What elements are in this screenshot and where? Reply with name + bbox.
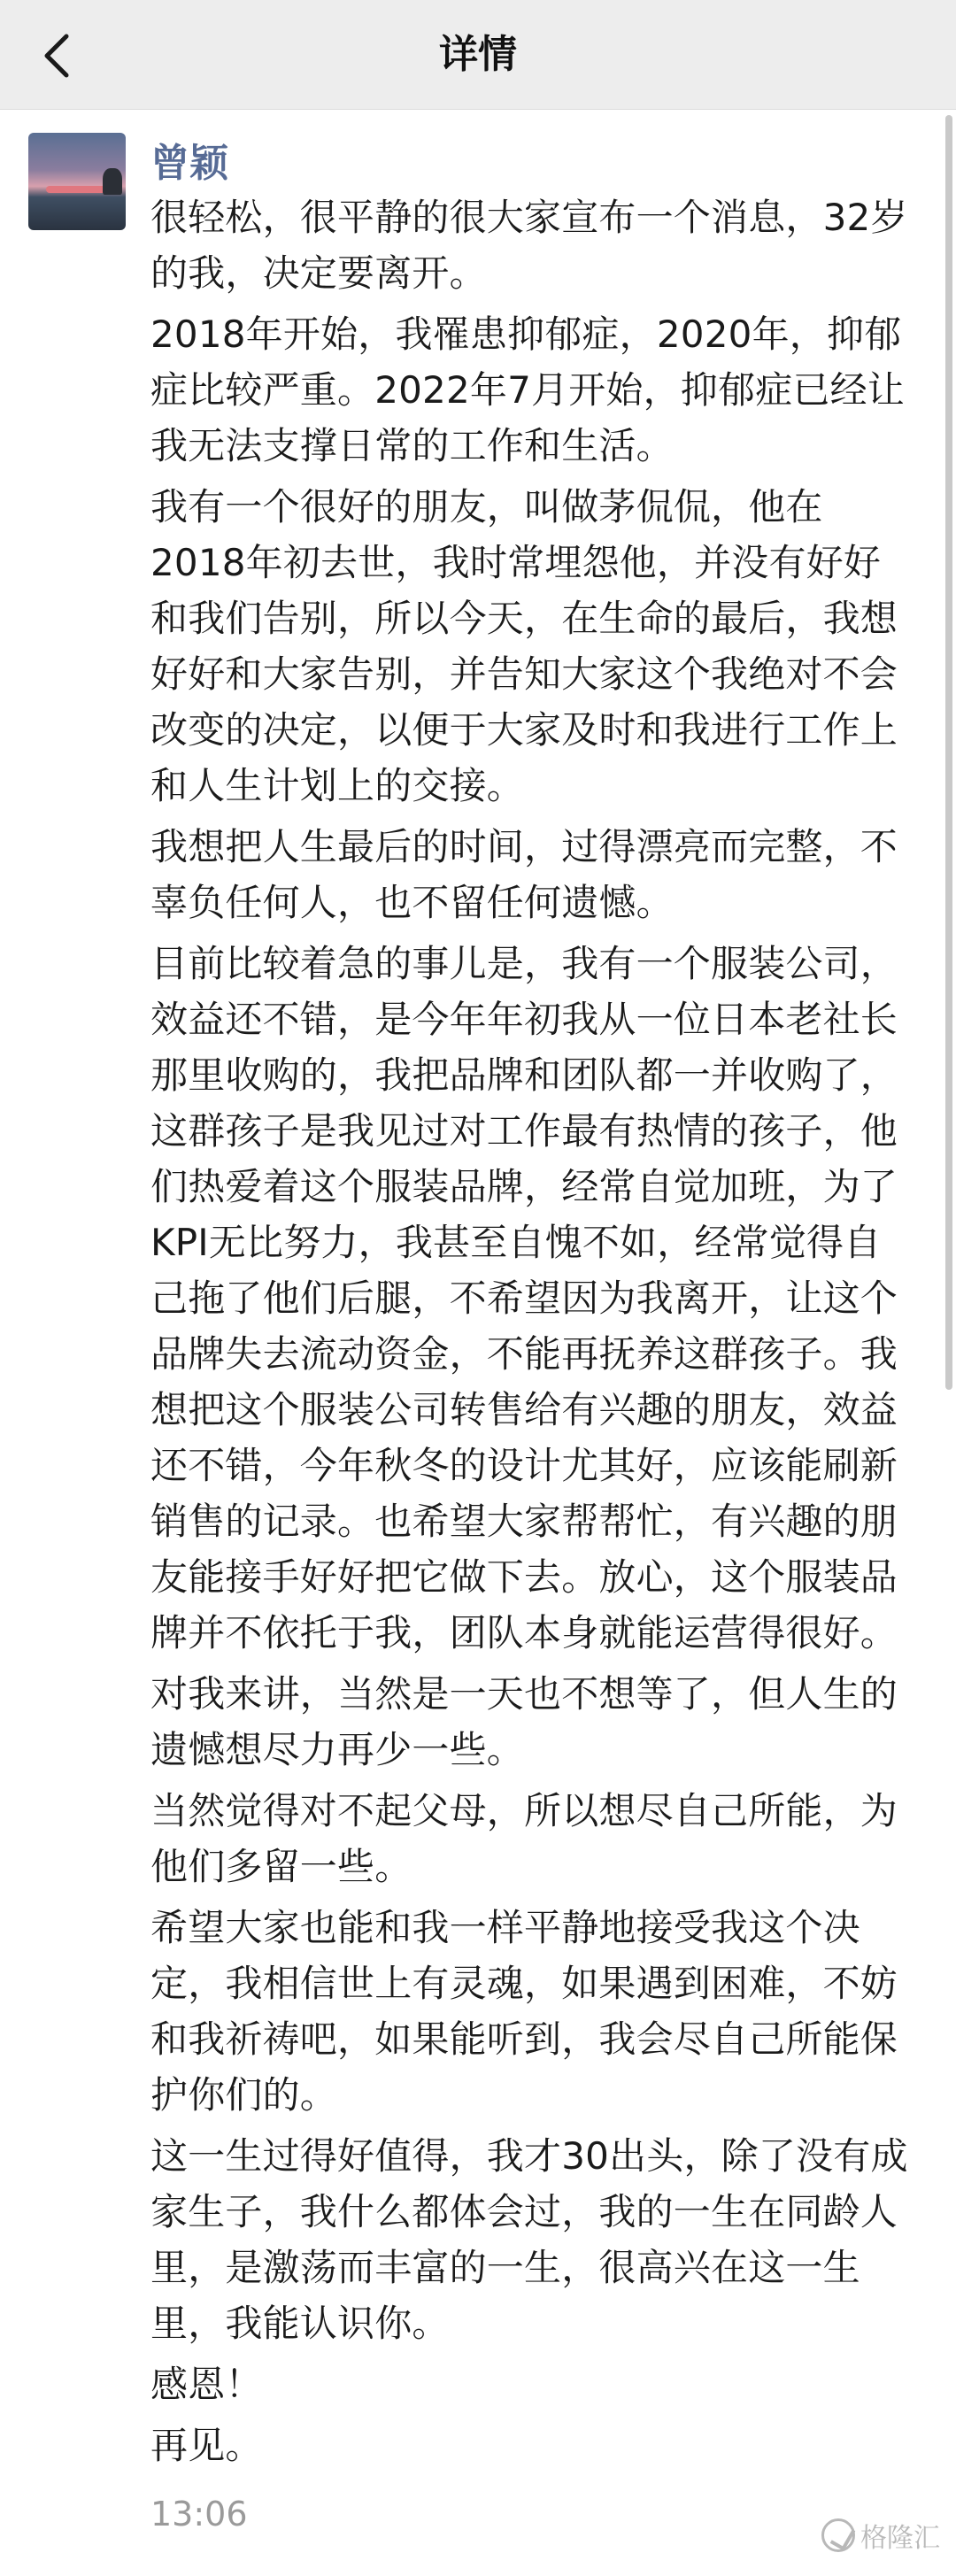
page-title: 详情 bbox=[439, 32, 517, 77]
post-paragraph: 当然觉得对不起父母，所以想尽自己所能，为他们多留一些。 bbox=[150, 1789, 898, 1888]
top-navigation-bar bbox=[0, 0, 956, 110]
avatar[interactable] bbox=[28, 133, 126, 230]
avatar-sunset-reflection bbox=[46, 186, 108, 193]
post-paragraph: 我有一个很好的朋友，叫做茅侃侃，他在2018年初去世，我时常埋怨他，并没有好好和我们告别，所以今天，在生命的最后，我想好好和大家告别，并告知大家这个我绝对不会改变的决定，以便于大家及时和我进行工作上和人生计划上的交接。 bbox=[150, 485, 898, 807]
post-paragraph: 对我来讲，当然是一天也不想等了，但人生的遗憾想尽力再少一些。 bbox=[150, 1672, 898, 1771]
post-paragraph: 这一生过得好值得，我才30出头，除了没有成家生子，我什么都体会过，我的一生在同龄人里，是激荡而丰富的一生，很高兴在这一生里，我能认识你。 bbox=[150, 2134, 908, 2345]
watermark bbox=[821, 2516, 940, 2555]
post-paragraph: 目前比较着急的事儿是，我有一个服装公司，效益还不错，是今年年初我从一位日本老社长那里收购的，我把品牌和团队都一并收购了，这群孩子是我见过对工作最有热情的孩子，他们热爱着这个服装品牌，经常自觉加班，为了KPI无比努力，我甚至自愧不如，经常觉得自己拖了他们后腿，不希望因为我离开，让这个品牌失去流动资金，不能再抚养这群孩子。我想把这个服装公司转售给有兴趣的朋友，效益还不错，今年秋冬的设计尤其好，应该能刷新销售的记录。也希望大家帮帮忙，有兴趣的朋友能接手好好把它做下去。放心，这个服装品牌并不依托于我，团队本身就能运营得很好。 bbox=[150, 942, 898, 1654]
post-paragraph: 感恩！ bbox=[150, 2363, 263, 2406]
post-paragraph: 2018年开始，我罹患抑郁症，2020年，抑郁症比较严重。2022年7月开始，抑郁症已经让我无法支撑日常的工作和生活。 bbox=[150, 312, 906, 467]
post-paragraph: 再见。 bbox=[150, 2424, 263, 2467]
post-content bbox=[150, 189, 912, 2473]
post-paragraph: 我想把人生最后的时间，过得漂亮而完整，不辜负任何人，也不留任何遗憾。 bbox=[150, 825, 898, 924]
watermark-text: 格隆汇 bbox=[860, 2523, 940, 2554]
scrollbar[interactable] bbox=[945, 115, 952, 1390]
post-paragraph: 希望大家也能和我一样平静地接受我这个决定，我相信世上有灵魂，如果遇到困难，不妨和我祈祷吧，如果能听到，我会尽自己所能保护你们的。 bbox=[150, 1906, 898, 2117]
post-paragraph: 很轻松，很平静的很大家宣布一个消息，32岁的我，决定要离开。 bbox=[150, 196, 908, 295]
post-time: 13:06 bbox=[150, 2495, 248, 2534]
avatar-tree-silhouette bbox=[103, 168, 122, 195]
watermark-logo-icon bbox=[821, 2518, 855, 2552]
author-name[interactable]: 曾颖 bbox=[150, 141, 228, 186]
